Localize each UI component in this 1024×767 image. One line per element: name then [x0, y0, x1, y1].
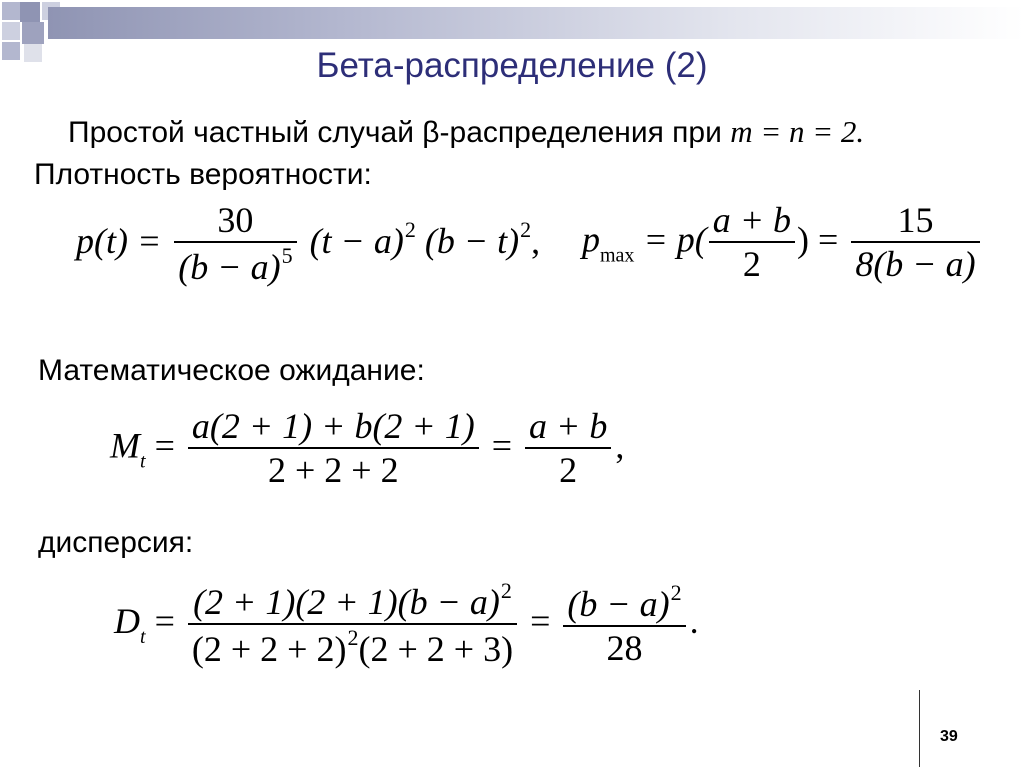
variance-frac2-num [563, 580, 685, 625]
density-denominator [174, 241, 296, 289]
expectation-label: Математическое ожидание: [38, 354, 425, 387]
expectation-eq2: = [491, 425, 513, 466]
variance-frac1-den-exp: 2 [347, 625, 359, 651]
expectation-frac2-num: a + b [529, 406, 608, 446]
variance-frac1-den-a: (2 + 2 + 2) [191, 629, 347, 670]
variance-fraction-2 [563, 580, 685, 671]
variance-frac2-den: 28 [563, 625, 685, 670]
expectation-formula [110, 406, 624, 493]
density-den-base: (b − a) [178, 247, 281, 288]
intro-text: Простой частный случай β-распределения при [68, 116, 722, 149]
expectation-tail: , [615, 425, 625, 466]
density-numerator: 30 [217, 200, 254, 240]
expectation-frac1-den: 2 + 2 + 2 [188, 447, 479, 492]
variance-eq2: = [530, 601, 551, 642]
variance-frac2-num-text: (b − a) [567, 583, 670, 624]
expectation-fraction-2 [525, 406, 611, 493]
corner-square-5 [22, 22, 44, 44]
footer-divider [919, 690, 920, 767]
slide-title: Бета-распределение (2) [316, 46, 708, 85]
density-fraction [174, 200, 296, 290]
density-factor2-exp: 2 [520, 217, 532, 243]
header-gradient-bar [48, 7, 1024, 39]
pmax-symbol: p [582, 219, 600, 260]
density-factor1-exp: 2 [404, 217, 416, 243]
density-lhs: p(t) = [76, 221, 162, 262]
intro-condition: m = n = 2. [730, 114, 865, 149]
density-formula [76, 200, 540, 290]
expectation-frac2-den: 2 [525, 447, 611, 492]
variance-frac1-num [188, 578, 517, 623]
variance-frac2-num-exp: 2 [670, 579, 682, 605]
pmax-arg-num: a + b [712, 200, 792, 240]
page-number: 39 [940, 728, 958, 745]
density-tail: , [531, 221, 541, 262]
variance-label: дисперсия: [38, 526, 194, 559]
variance-frac1-num-exp: 2 [500, 578, 512, 603]
pmax-sub: max [600, 244, 635, 267]
density-label: Плотность вероятности: [34, 158, 372, 191]
variance-fraction-1 [188, 578, 517, 672]
expectation-frac1-num: a(2 + 1) + b(2 + 1) [191, 406, 475, 446]
variance-eq: = [154, 601, 175, 642]
pmax-formula [582, 200, 984, 287]
density-factor1: (t − a) [309, 221, 404, 262]
pmax-mid-suffix: ) = [797, 219, 839, 260]
expectation-eq: = [154, 425, 175, 466]
corner-square-2 [20, 2, 40, 22]
variance-tail: . [689, 601, 699, 642]
density-den-exp: 5 [281, 243, 293, 269]
corner-square-1 [2, 2, 20, 20]
variance-frac1-num-text: (2 + 1)(2 + 1)(b − a) [193, 582, 500, 622]
corner-square-4 [2, 22, 20, 40]
pmax-rhs-num: 15 [897, 200, 934, 240]
pmax-rhs-fraction [851, 200, 979, 287]
expectation-fraction-1 [188, 406, 479, 493]
pmax-mid-prefix: = p( [643, 219, 707, 260]
expectation-sub: t [140, 450, 146, 473]
intro-line [68, 114, 864, 150]
variance-sub: t [140, 626, 146, 649]
pmax-arg-den: 2 [709, 241, 795, 286]
pmax-rhs-den: 8(b − a) [851, 241, 979, 286]
expectation-symbol: M [110, 425, 140, 466]
density-factor2: (b − t) [424, 221, 520, 262]
variance-symbol: D [114, 601, 140, 642]
variance-frac1-den [188, 623, 517, 671]
variance-frac1-den-b: (2 + 2 + 3) [358, 629, 514, 670]
variance-formula [114, 578, 699, 672]
pmax-arg-fraction [709, 200, 795, 287]
